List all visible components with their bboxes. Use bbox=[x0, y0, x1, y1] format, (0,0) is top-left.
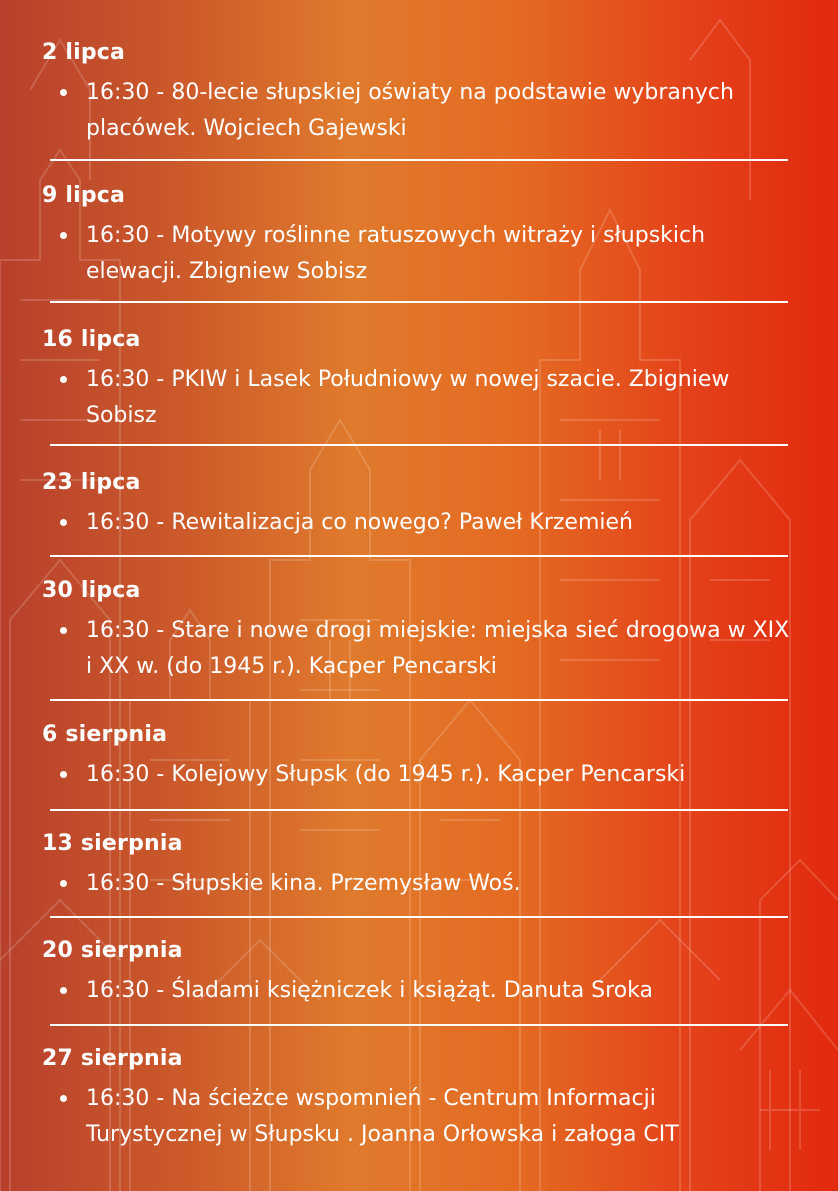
event-list-item bbox=[42, 505, 798, 541]
event-list-item bbox=[42, 757, 798, 793]
event-date: 6 sierpnia bbox=[42, 722, 168, 747]
divider bbox=[50, 916, 788, 918]
event-list-item bbox=[42, 218, 798, 290]
event-date: 13 sierpnia bbox=[42, 831, 183, 856]
divider bbox=[50, 809, 788, 811]
event-description: 16:30 - Rewitalizacja co nowego? Paweł Krzemień bbox=[86, 510, 633, 535]
event-list-item bbox=[42, 613, 798, 685]
bullet-icon bbox=[60, 1095, 67, 1102]
divider bbox=[50, 555, 788, 557]
event-list-item bbox=[42, 866, 798, 902]
bullet-icon bbox=[60, 89, 67, 96]
event-list-item bbox=[42, 1081, 798, 1153]
bullet-icon bbox=[60, 376, 67, 383]
event-list-item bbox=[42, 973, 798, 1009]
event-entry bbox=[42, 722, 802, 793]
bullet-icon bbox=[60, 880, 67, 887]
event-description: 16:30 - Stare i nowe drogi miejskie: miejska sieć drogowa w XIX i XX w. (do 1945 r.). Kacper Pencarski bbox=[86, 618, 790, 679]
event-entry bbox=[42, 1046, 802, 1153]
divider bbox=[50, 1024, 788, 1026]
event-date: 30 lipca bbox=[42, 578, 141, 603]
event-entry bbox=[42, 831, 802, 902]
divider bbox=[50, 159, 788, 161]
event-description: 16:30 - Kolejowy Słupsk (do 1945 r.). Kacper Pencarski bbox=[86, 762, 686, 787]
event-description: 16:30 - Na ścieżce wspomnień - Centrum Informacji Turystycznej w Słupsku . Joanna Orłowska i załoga CIT bbox=[86, 1086, 679, 1147]
event-entry bbox=[42, 183, 802, 290]
event-description: 16:30 - Motywy roślinne ratuszowych witraży i słupskich elewacji. Zbigniew Sobisz bbox=[86, 223, 706, 284]
event-description: 16:30 - Śladami księżniczek i książąt. Danuta Sroka bbox=[86, 978, 654, 1003]
event-date: 27 sierpnia bbox=[42, 1046, 183, 1071]
bullet-icon bbox=[60, 232, 67, 239]
event-entry bbox=[42, 578, 802, 685]
divider bbox=[50, 301, 788, 303]
event-entry bbox=[42, 470, 802, 541]
event-entry bbox=[42, 938, 802, 1009]
event-description: 16:30 - Słupskie kina. Przemysław Woś. bbox=[86, 871, 521, 896]
event-date: 23 lipca bbox=[42, 470, 141, 495]
event-entry bbox=[42, 40, 802, 147]
event-date: 9 lipca bbox=[42, 183, 126, 208]
event-list-item bbox=[42, 362, 798, 434]
bullet-icon bbox=[60, 771, 67, 778]
event-date: 20 sierpnia bbox=[42, 938, 183, 963]
divider bbox=[50, 444, 788, 446]
divider bbox=[50, 699, 788, 701]
event-date: 2 lipca bbox=[42, 40, 126, 65]
event-description: 16:30 - 80-lecie słupskiej oświaty na podstawie wybranych placówek. Wojciech Gajewski bbox=[86, 80, 734, 141]
event-date: 16 lipca bbox=[42, 327, 141, 352]
event-entry bbox=[42, 327, 802, 434]
event-description: 16:30 - PKIW i Lasek Południowy w nowej szacie. Zbigniew Sobisz bbox=[86, 367, 730, 428]
bullet-icon bbox=[60, 987, 67, 994]
event-list-item bbox=[42, 75, 798, 147]
bullet-icon bbox=[60, 627, 67, 634]
bullet-icon bbox=[60, 519, 67, 526]
